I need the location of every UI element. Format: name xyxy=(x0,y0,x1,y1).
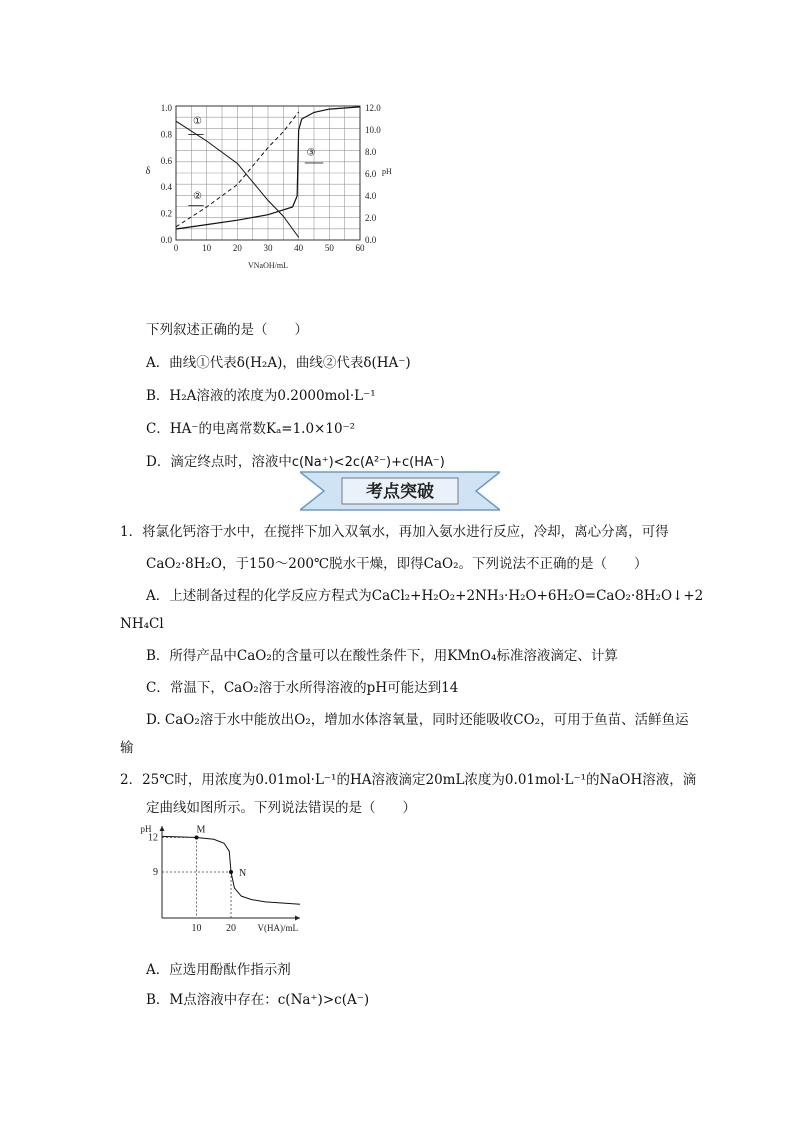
y-tick-label: 12 xyxy=(148,832,158,844)
x-tick-label: 10 xyxy=(202,243,212,253)
q2-option-a: A．应选用酚酞作指示剂 xyxy=(146,962,291,978)
series-1-label: ① xyxy=(192,115,202,127)
q1-option-a-cont: NH₄Cl xyxy=(120,616,164,632)
x-tick-label: 40 xyxy=(294,243,304,253)
q2-line2: 定曲线如图所示。下列说法错误的是（ ） xyxy=(146,800,416,816)
y-right-tick-label: 0.0 xyxy=(365,235,377,245)
x-tick-label: 10 xyxy=(191,923,202,934)
y-left-tick-label: 0.0 xyxy=(160,235,172,245)
y-axis-label: pH xyxy=(140,824,152,834)
x-tick-label: 20 xyxy=(232,243,242,253)
option-d-formula: c(Na⁺)<2c(A²⁻)+c(HA⁻) xyxy=(291,455,445,470)
banner-title: 考点突破 xyxy=(366,482,434,501)
chart-grid xyxy=(176,106,360,240)
y-right-tick-label: 2.0 xyxy=(365,213,377,223)
point-marker xyxy=(229,870,233,874)
x-tick-label: 60 xyxy=(355,243,365,253)
section-banner xyxy=(300,466,500,516)
q2-line1: 2．25℃时，用浓度为0.01mol·L⁻¹的HA溶液滴定20mL浓度为0.01mol·L⁻¹的NaOH溶液，滴 xyxy=(120,772,697,788)
y-left-tick-label: 0.4 xyxy=(160,182,172,193)
y-left-axis-label: δ xyxy=(145,166,151,177)
x-tick-label: 30 xyxy=(263,243,273,253)
q1-option-a: A．上述制备过程的化学反应方程式为CaCl₂+H₂O₂+2NH₃·H₂O+6H₂O=CaO₂·8H₂O↓+2 xyxy=(146,588,704,604)
y-right-axis-label: pH xyxy=(382,167,392,176)
y-right-tick-label: 4.0 xyxy=(365,191,377,201)
y-axis-arrow xyxy=(160,826,165,831)
x-tick-label: 20 xyxy=(226,923,236,934)
y-left-tick-label: 1.0 xyxy=(160,103,172,113)
y-tick-label: 9 xyxy=(153,867,158,878)
x-axis-arrow xyxy=(295,916,300,921)
y-right-tick-label: 10.0 xyxy=(365,125,381,135)
ph-titration-chart xyxy=(140,818,310,940)
distribution-titration-chart xyxy=(140,96,420,276)
x-axis-label: VNaOH/mL xyxy=(248,261,288,270)
point-marker xyxy=(195,836,199,840)
x-tick-label: 50 xyxy=(324,243,334,253)
question-stem: 下列叙述正确的是（ ） xyxy=(146,322,308,338)
series-3-label: ③ xyxy=(306,147,316,159)
x-tick-label: 0 xyxy=(173,243,179,253)
q1-option-b: B．所得产品中CaO₂的含量可以在酸性条件下，用KMnO₄标准溶液滴定、计算 xyxy=(146,648,618,664)
option-a: A．曲线①代表δ(H₂A)，曲线②代表δ(HA⁻) xyxy=(146,355,411,371)
q2-option-b: B．M点溶液中存在：c(Na⁺)>c(A⁻) xyxy=(146,992,370,1008)
y-right-tick-label: 8.0 xyxy=(365,147,377,157)
chart-series xyxy=(162,836,300,919)
y-right-tick-label: 12.0 xyxy=(365,103,381,113)
q1-option-d: D. CaO₂溶于水中能放出O₂，增加水体溶氧量，同时还能吸收CO₂，可用于鱼苗、活鲜鱼运 xyxy=(146,712,689,728)
y-left-tick-label: 0.8 xyxy=(160,129,172,140)
point-label: N xyxy=(239,868,247,879)
q1-option-c: C．常温下，CaO₂溶于水所得溶液的pH可能达到14 xyxy=(146,680,459,696)
q1-option-d-cont: 输 xyxy=(120,740,134,756)
x-axis-label: V(HA)/mL xyxy=(257,923,298,933)
option-c: C．HA⁻的电离常数Kₐ=1.0×10⁻² xyxy=(146,421,356,437)
series-2-label: ② xyxy=(192,191,202,203)
y-right-tick-label: 6.0 xyxy=(365,169,377,179)
y-left-tick-label: 0.6 xyxy=(160,155,172,166)
y-left-tick-label: 0.2 xyxy=(160,208,172,219)
point-label: M xyxy=(196,824,206,836)
q1-line1: 1．将氯化钙溶于水中，在搅拌下加入双氧水，再加入氨水进行反应，冷却，离心分离，可得 xyxy=(120,524,669,540)
option-d-text: D．滴定终点时，溶液中 xyxy=(146,454,292,470)
option-b: B．H₂A溶液的浓度为0.2000mol·L⁻¹ xyxy=(146,388,376,404)
q1-line2: CaO₂·8H₂O，于150～200℃脱水干燥，即得CaO₂。下列说法不正确的是（ ） xyxy=(146,556,648,572)
